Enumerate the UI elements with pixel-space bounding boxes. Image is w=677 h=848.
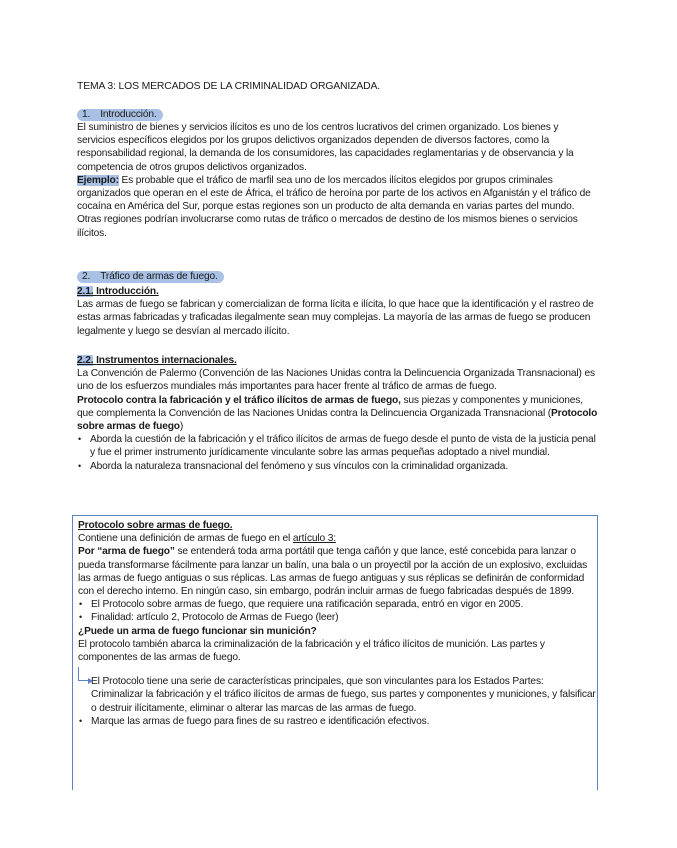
subsection-2-2-number: 2.2. (77, 355, 94, 366)
list-item: • El Protocolo sobre armas de fuego, que requiere una ratificación separada, entró en vigor en 2005. (78, 598, 597, 611)
box-heading: Protocolo sobre armas de fuego. (78, 520, 233, 531)
subsection-2-1-heading (77, 285, 599, 298)
firearms-protocol-box (72, 515, 598, 790)
example-paragraph (77, 174, 599, 240)
protocol-paragraph (77, 394, 599, 434)
list-item: • Aborda la naturaleza transnacional del fenómeno y sus vínculos con la criminalidad organizada. (77, 460, 599, 473)
subsection-2-2-title: Instrumentos internacionales. (96, 355, 237, 366)
section-2-title: Tráfico de armas de fuego. (100, 271, 218, 282)
features-text: El Protocolo tiene una serie de características principales, que son vinculantes para los Estados Partes: Criminalizar la fabricación y el tráfico ilícitos de armas de fuego, sus partes y componentes y municiones, y falsificar o destruir ilícitamente, eliminar o alterar las marcas de las armas de fuego. (91, 676, 596, 714)
answer-paragraph: El protocolo también abarca la criminalización de la fabricación y el tráfico ilícitos de munición. Las partes y componentes de las armas de fuego. (78, 638, 545, 664)
definition-intro (78, 532, 597, 545)
protocol-text: sus piezas y componentes y municiones, que complementa la Convención de las Naciones Unidas contra la Delincuencia Organizada Transnacional ( (77, 394, 583, 419)
question-heading: ¿Puede un arma de fuego funcionar sin munición? (78, 625, 317, 637)
subsection-2-1-paragraph: Las armas de fuego se fabrican y comercializan de forma lícita e ilícita, lo que hace que la identificación y el rastreo de estas armas fabricadas y traficadas ilegalmente sean muy complejas. La mayoría de las armas de fuego se producen legalmente y luego se desvían al mercado ilícito. (77, 299, 594, 337)
protocol-bold-text: Protocolo contra la fabricación y el tráfico ilícitos de armas de fuego, (77, 394, 401, 406)
section-1-highlight (77, 109, 163, 121)
protocol-close: ) (179, 421, 184, 433)
subsection-2-1-title: Introducción. (96, 286, 159, 297)
features-paragraph (78, 675, 597, 715)
section-1-title: Introducción. (100, 109, 157, 120)
subsection-2-1-number: 2.1. (77, 286, 94, 297)
list-item: • Finalidad: artículo 2, Protocolo de Armas de Fuego (leer) (78, 611, 597, 624)
section-1-number: 1. (82, 109, 91, 120)
section-1-heading (77, 108, 599, 121)
section-2-number: 2. (82, 271, 91, 282)
document-title: TEMA 3: LOS MERCADOS DE LA CRIMINALIDAD ORGANIZADA. (77, 81, 380, 92)
definition-text: se entenderá toda arma portátil que tenga cañón y que lance, esté concebida para lanzar o pueda transformarse fácilmente para lanzar un balín, una bala o un proyectil por la acción de un explosivo, excluidas las armas de fuego antiguas o sus réplicas. Las armas de fuego antiguas y sus réplicas se definirán de conformidad con el derecho interno. En ningún caso, sin embargo, podrán incluir armas de fuego fabricadas después de 1899. (78, 546, 588, 598)
list-item: • Marque las armas de fuego para fines de su rastreo e identificación efectivos. (78, 715, 597, 728)
subsection-2-2-bullets (77, 433, 599, 473)
definition-term: Por “arma de fuego” (78, 546, 175, 558)
section-2-heading (77, 270, 599, 283)
article-3-reference: artículo 3: (292, 533, 336, 545)
subsection-2-2-heading (77, 354, 599, 367)
section-2-highlight (77, 271, 224, 283)
definition-intro-text: Contiene una definición de armas de fuego en el (78, 533, 293, 545)
subsection-2-2 (77, 354, 599, 473)
example-text: Es probable que el tráfico de marfil sea uno de los mercados ilícitos elegidos por grupos criminales organizados que operan en el este de África, el tráfico de heroína por parte de los activos en Afganistán y el tráfico de cocaína en América del Sur, porque estas regiones son un producto de alta demanda en varias partes del mundo. Otras regiones podrían involucrarse como rutas de tráfico o mercados de destino de los mismos bienes o servicios ilícitos. (77, 174, 591, 239)
example-label: Ejemplo: (77, 174, 119, 186)
definition-paragraph (78, 545, 597, 598)
arrow-icon (78, 667, 88, 681)
list-item: • Aborda la cuestión de la fabricación y el tráfico ilícitos de armas de fuego desde el punto de vista de la justicia penal y fue el primer instrumento jurídicamente vinculante sobre las armas pequeñas adoptado a nivel mundial. (77, 433, 599, 459)
box-last-bullets (78, 715, 597, 728)
box-bullets (78, 598, 597, 624)
section-1-body (77, 121, 599, 240)
protocol-short-name: Protocolo sobre armas de fuego (77, 407, 598, 433)
section-1-paragraph: El suministro de bienes y servicios ilícitos es uno de los centros lucrativos del crimen organizado. Los bienes y servicios específicos elegidos por los grupos delictivos organizados dependen de diversos factores, como la responsabilidad regional, la demanda de los consumidores, las capacidades reglamentarias y de observancia y la competencia de otros grupos delictivos organizados. (77, 122, 574, 173)
subsection-2-1 (77, 285, 599, 338)
palermo-paragraph: La Convención de Palermo (Convención de las Naciones Unidas contra la Delincuencia Organizada Transnacional) es uno de los esfuerzos mundiales más importantes para hacer frente al tráfico de armas de fuego. (77, 368, 595, 393)
